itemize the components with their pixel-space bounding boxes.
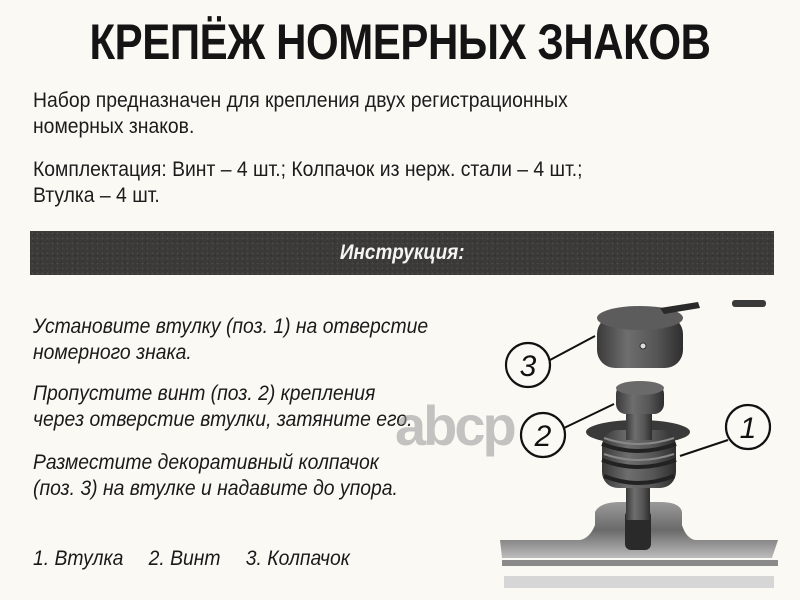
step-line: Разместите декоративный колпачок [33, 450, 379, 474]
watermark-logo: abcp [395, 394, 514, 457]
callout-2 [521, 413, 565, 457]
svg-text:2: 2 [534, 420, 552, 453]
step-line: номерного знака. [33, 340, 192, 364]
fastener-assembly-illustration [480, 280, 800, 600]
page-title: КРЕПЁЖ НОМЕРНЫХ ЗНАКОВ [89, 14, 711, 70]
instruction-step-2 [33, 380, 456, 432]
legend-item-bushing: 1. Втулка [33, 546, 124, 570]
step-line: через отверстие втулки, затяните его. [33, 407, 413, 431]
legend-item-cap: 3. Колпачок [245, 546, 350, 570]
svg-text:3: 3 [519, 350, 537, 383]
contents-paragraph [33, 156, 699, 208]
step-line: Пропустите винт (поз. 2) крепления [33, 381, 376, 405]
callout-3 [506, 343, 550, 387]
description-line: Набор предназначен для крепления двух регистрационных [33, 88, 568, 112]
parts-legend [33, 545, 370, 571]
contents-line: Втулка – 4 шт. [33, 183, 160, 207]
description-line: номерных знаков. [33, 114, 195, 138]
legend-item-screw: 2. Винт [148, 546, 221, 570]
step-line: Установите втулку (поз. 1) на отверстие [33, 314, 429, 338]
contents-line: Комплектация: Винт – 4 шт.; Колпачок из нерж. стали – 4 шт.; [33, 157, 583, 181]
svg-text:1: 1 [739, 412, 757, 445]
instruction-heading: Инструкция: [339, 241, 465, 264]
instruction-step-1 [33, 313, 456, 365]
callout-1 [726, 405, 770, 449]
instruction-banner [30, 231, 774, 275]
step-line: (поз. 3) на втулке и надавите до упора. [33, 476, 398, 500]
cap-part-icon [597, 306, 683, 368]
description-paragraph [33, 87, 699, 139]
instruction-step-3 [33, 449, 456, 501]
